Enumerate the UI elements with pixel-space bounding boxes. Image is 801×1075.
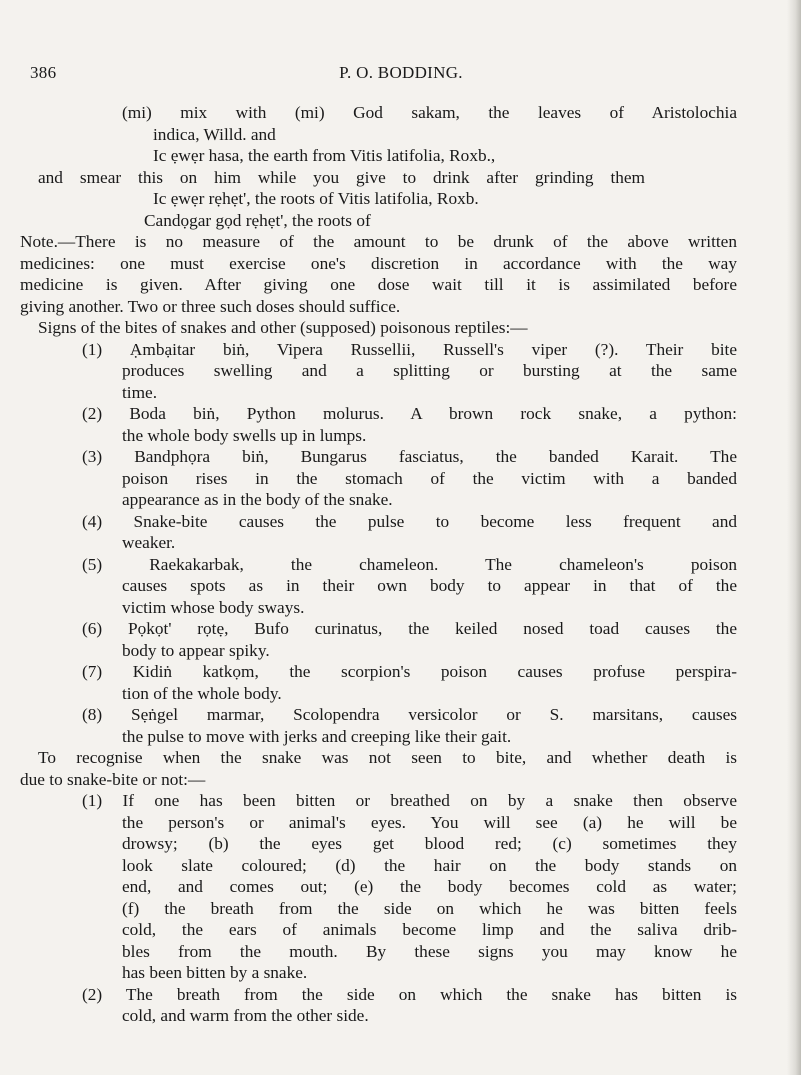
text-line: body to appear spiky. [122,640,270,660]
page-number: 386 [30,63,57,82]
list-item: (6) Pọkọt' rọtẹ, Bufo curinatus, the keiled nosed toad causes the [82,619,737,638]
list-item: (1) Ạmbạitar biṅ, Vipera Russellii, Russell's viper (?). Their bite [82,339,737,359]
list-item: (4) Snake-bite causes the pulse to become less frequent and [82,511,737,531]
text-line: poison rises in the stomach of the victim with a banded [122,468,737,488]
text-line: Ic ẹwẹr hasa, the earth from Vitis latifolia, Roxb., [153,146,496,165]
text-line: the whole body swells up in lumps. [122,425,367,445]
text-line: medicines: one must exercise one's discretion in accordance with the way [20,253,737,273]
text-line: medicine is given. After giving one dose wait till it is assimilated before [20,275,737,294]
running-title: P. O. BODDING. [339,63,463,82]
text-line: indica, Willd. and [153,124,276,144]
list-item: (1) If one has been bitten or breathed on by a snake then observe [82,791,737,810]
section-heading: Signs of the bites of snakes and other (supposed) poisonous reptiles:— [38,318,528,337]
text-line: time. [122,382,158,402]
list-item: (3) Bandphọra biṅ, Bungarus fasciatus, the banded Karait. The [82,447,737,466]
text-line: tion of the whole body. [122,683,282,703]
page-body [20,102,737,1027]
text-line: Ic ẹwẹr rẹhẹt', the roots of Vitis latifolia, Roxb. [153,189,479,208]
section-heading: To recognise when the snake was not seen to bite, and whether death is [38,748,737,767]
text-line: due to snake-bite or not:— [20,769,206,789]
text-line: bles from the mouth. By these signs you may know he [122,941,737,961]
text-line: drowsy; (b) the eyes get blood red; (c) sometimes they [122,834,737,853]
list-item: (7) Kidiṅ katkọm, the scorpion's poison causes profuse perspira- [82,662,737,681]
note-line: Note.—There is no measure of the amount to be drunk of the above written [20,232,737,251]
text-line: (mi) mix with (mi) God sakam, the leaves of Aristolochia [122,103,737,122]
text-line: appearance as in the body of the snake. [122,490,393,509]
list-item: (5) Raekakarbak, the chameleon. The chameleon's poison [82,554,737,574]
text-line: giving another. Two or three such doses should suffice. [20,296,401,316]
running-header [30,63,772,87]
text-line: (f) the breath from the side on which he was bitten feels [122,898,737,918]
text-line: and smear this on him while you give to drink after grinding them [38,167,645,187]
text-line: the person's or animal's eyes. You will see (a) he will be [122,812,737,832]
text-line: the pulse to move with jerks and creeping like their gait. [122,726,512,746]
text-line: weaker. [122,533,176,552]
text-line: produces swelling and a splitting or bursting at the same [122,361,737,380]
text-line: look slate coloured; (d) the hair on the body stands on [122,855,737,875]
text-line: end, and comes out; (e) the body becomes cold as water; [122,877,737,896]
text-line: has been bitten by a snake. [122,963,308,982]
list-item: (2) Boda biṅ, Python molurus. A brown rock snake, a python: [82,404,737,423]
text-line: causes spots as in their own body to appear in that of the [122,576,737,595]
text-line: victim whose body sways. [122,597,305,617]
text-line: Candọgar gọd rẹhẹt', the roots of [144,210,371,230]
list-item: (2) The breath from the side on which the snake has bitten is [82,984,737,1004]
text-line: cold, and warm from the other side. [122,1006,369,1025]
text-line: cold, the ears of animals become limp and the saliva drib- [122,920,737,939]
page-edge-shadow [787,0,801,1075]
list-item: (8) Sẹṅgel marmar, Scolopendra versicolor or S. marsitans, causes [82,705,737,724]
